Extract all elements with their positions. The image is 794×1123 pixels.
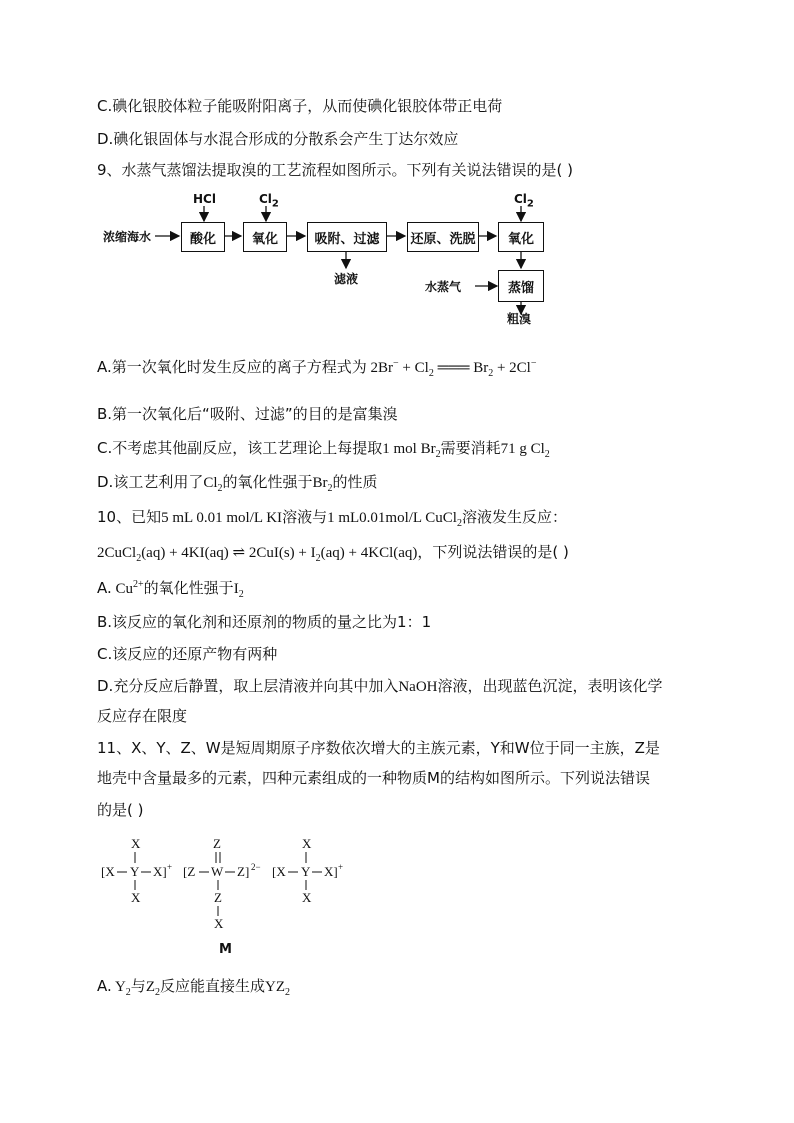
svg-text:Z: Z bbox=[213, 836, 221, 851]
svg-text:X: X bbox=[214, 916, 224, 931]
question-9-option-a: A.第一次氧化时发生反应的离子方程式为 $2Br^- + Cl_2$ ═══ $Br_2 + 2Cl^-$ bbox=[97, 358, 537, 379]
flow-filtrate-label: 滤液 bbox=[334, 272, 359, 286]
flow-box-reduce-elute: 还原、洗脱 bbox=[407, 222, 479, 252]
flow-cl2-label-2: $Cl_2$ bbox=[514, 192, 534, 210]
question-11-stem-line3: 的是( ) bbox=[97, 801, 144, 819]
question-10-option-b: B.该反应的氧化剂和还原剂的物质的量之比为1：1 bbox=[97, 613, 432, 631]
question-9-option-c: C.不考虑其他副反应，该工艺理论上每提取1 mol $Br_2$需要消耗71 g $Cl_2$ bbox=[97, 439, 550, 460]
svg-text:X]: X] bbox=[153, 864, 167, 879]
question-10-option-a: A. $Cu^{2+}$的氧化性强于$I_2$ bbox=[97, 579, 244, 600]
svg-text:2−: 2− bbox=[251, 862, 261, 872]
svg-text:Z]: Z] bbox=[237, 864, 250, 879]
question-11-option-a: A. $Y_2$与$Z_2$反应能直接生成$YZ_2$ bbox=[97, 977, 290, 998]
flow-input-label: 浓缩海水 bbox=[103, 230, 152, 244]
option-d-colloid: D.碘化银固体与水混合形成的分散系会产生丁达尔效应 bbox=[97, 130, 459, 148]
svg-text:Y: Y bbox=[130, 864, 140, 879]
svg-text:+: + bbox=[338, 862, 344, 872]
question-9-option-d: D.该工艺利用了$Cl_2$的氧化性强于$Br_2$的性质 bbox=[97, 473, 378, 494]
svg-text:Z: Z bbox=[214, 890, 222, 905]
svg-text:X: X bbox=[302, 890, 312, 905]
svg-text:+: + bbox=[167, 862, 173, 872]
svg-text:Y: Y bbox=[301, 864, 311, 879]
svg-text:X: X bbox=[131, 836, 141, 851]
flow-box-acidify: 酸化 bbox=[181, 222, 225, 252]
svg-text:W: W bbox=[211, 864, 224, 879]
svg-text:X: X bbox=[131, 890, 141, 905]
structure-m-label: M bbox=[219, 942, 232, 957]
flow-box-oxidize-1: 氧化 bbox=[243, 222, 287, 252]
question-10-option-d-line2: 反应存在限度 bbox=[97, 707, 188, 725]
svg-text:X: X bbox=[302, 836, 312, 851]
svg-text:X]: X] bbox=[324, 864, 338, 879]
flow-box-distill: 蒸馏 bbox=[498, 270, 544, 302]
flow-steam-label: 水蒸气 bbox=[425, 280, 462, 294]
svg-text:[X: [X bbox=[101, 864, 115, 879]
flow-box-adsorb-filter: 吸附、过滤 bbox=[307, 222, 387, 252]
question-10-option-d-line1: D.充分反应后静置，取上层清液并向其中加入NaOH溶液，出现蓝色沉淀，表明该化学 bbox=[97, 677, 663, 695]
structure-m-diagram bbox=[97, 832, 357, 962]
question-10-equation: 2CuCl$_2$(aq) + 4KI(aq) ⇌ $2CuI(s) + I_2(aq) + 4KCl(aq)$，下列说法错误的是( ) bbox=[97, 543, 569, 564]
question-10-stem: 10、已知5 mL 0.01 mol/L KI溶液与1 mL0.01mol/L CuCl$_2$溶液发生反应： bbox=[97, 508, 567, 529]
flow-box-oxidize-2: 氧化 bbox=[498, 222, 544, 252]
svg-text:[X: [X bbox=[272, 864, 286, 879]
svg-text:[Z: [Z bbox=[183, 864, 196, 879]
flow-arrows bbox=[97, 190, 577, 330]
bromine-process-flow bbox=[97, 190, 577, 330]
question-11-stem-line2: 地壳中含量最多的元素，四种元素组成的一种物质M的结构如图所示。下列说法错误 bbox=[97, 769, 650, 787]
question-10-option-c: C.该反应的还原产物有两种 bbox=[97, 645, 278, 663]
flow-product-label: 粗溴 bbox=[507, 312, 532, 326]
question-9-stem: 9、水蒸气蒸馏法提取溴的工艺流程如图所示。下列有关说法错误的是( ) bbox=[97, 161, 574, 179]
flow-cl2-label-1: $Cl_2$ bbox=[259, 192, 279, 210]
flow-hcl-label: HCl bbox=[193, 192, 216, 206]
option-c-colloid: C.碘化银胶体粒子能吸附阳离子，从而使碘化银胶体带正电荷 bbox=[97, 97, 503, 115]
question-11-stem-line1: 11、X、Y、Z、W是短周期原子序数依次增大的主族元素，Y和W位于同一主族，Z是 bbox=[97, 739, 660, 757]
question-9-option-b: B.第一次氧化后“吸附、过滤”的目的是富集溴 bbox=[97, 405, 398, 423]
